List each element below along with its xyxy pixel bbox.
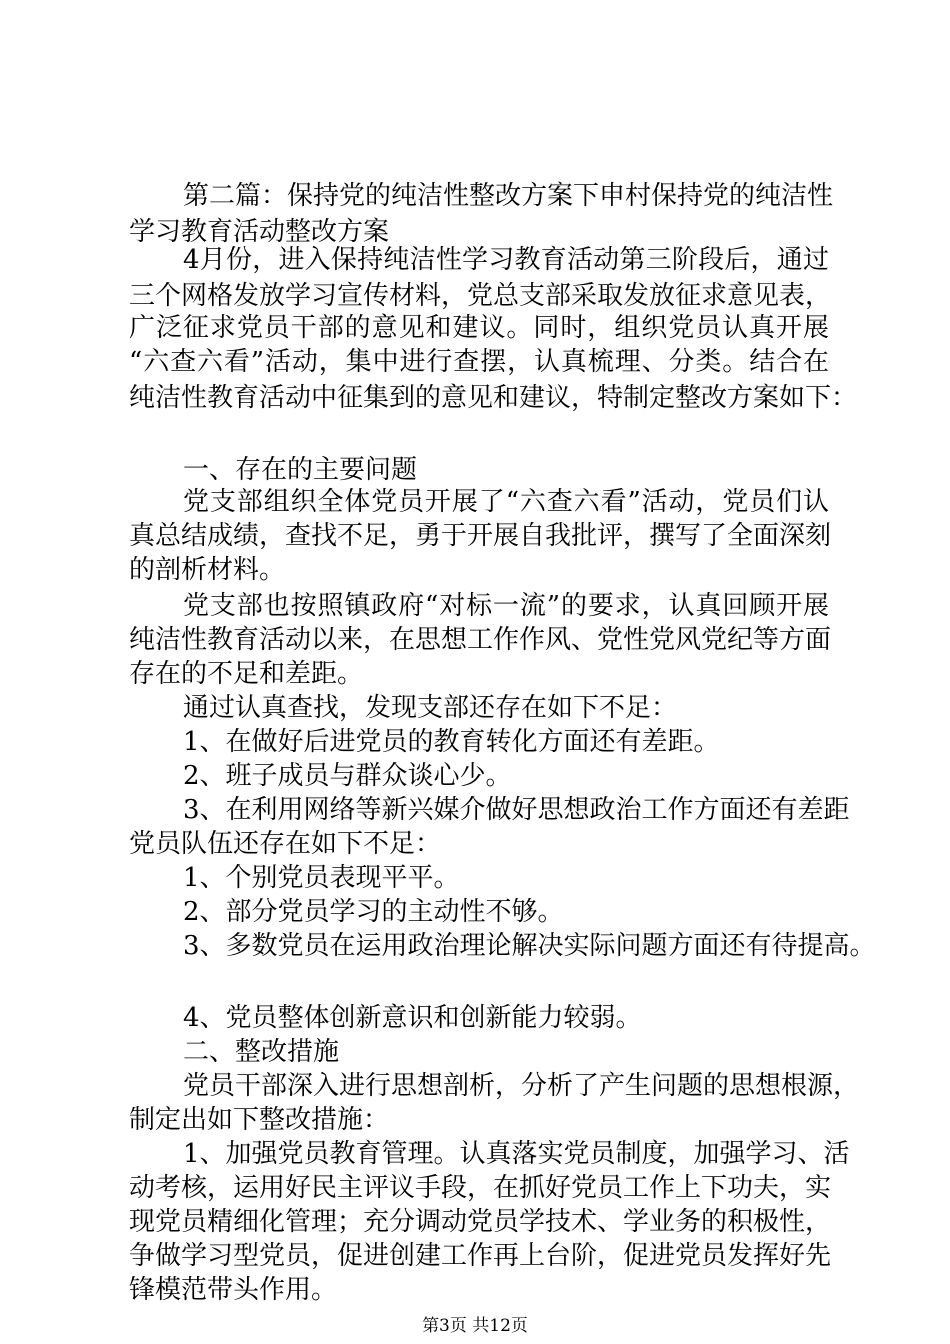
- list-item: 3、在利用网络等新兴媒介做好思想政治工作方面还有差距: [183, 795, 850, 825]
- paragraph-line: 广泛征求党员干部的意见和建议。同时，组织党员认真开展: [129, 313, 829, 343]
- paragraph-line: “六查六看”活动，集中进行查摆，认真梳理、分类。结合在: [129, 347, 829, 377]
- list-item: 1、个别党员表现平平。: [183, 863, 460, 893]
- paragraph-line: 的剖析材料。: [129, 555, 286, 585]
- paragraph-line: 三个网格发放学习宣传材料，党总支部采取发放征求意见表，: [129, 281, 832, 311]
- list-item: 1、在做好后进党员的教育转化方面还有差距。: [183, 727, 720, 757]
- paragraph-line: 通过认真查找，发现支部还存在如下不足：: [183, 693, 678, 723]
- paragraph-line: 动考核，运用好民主评议手段，在抓好党员工作上下功夫，实: [129, 1173, 832, 1203]
- paragraph-line: 存在的不足和差距。: [129, 659, 364, 689]
- paragraph-line: 党支部也按照镇政府“对标一流”的要求，认真回顾开展: [183, 591, 829, 621]
- paragraph-line: 党员干部深入进行思想剖析，分析了产生问题的思想根源，: [183, 1071, 860, 1101]
- paragraph-line: 纯洁性教育活动中征集到的意见和建议，特制定整改方案如下：: [129, 383, 858, 413]
- paragraph-line: 4月份，进入保持纯洁性学习教育活动第三阶段后，通过: [183, 245, 829, 275]
- section-heading-measures: 二、整改措施: [183, 1037, 340, 1067]
- section-heading-problems: 一、存在的主要问题: [183, 455, 418, 485]
- paragraph-line: 党支部组织全体党员开展了“六查六看”活动，党员们认: [183, 487, 829, 517]
- paragraph-line: 纯洁性教育活动以来，在思想工作作风、党性党风党纪等方面: [129, 625, 832, 655]
- page-number: 第3页 共12页: [422, 1316, 528, 1336]
- list-item: 2、班子成员与群众谈心少。: [183, 761, 512, 791]
- list-item: 3、多数党员在运用政治理论解决实际问题方面还有待提高。: [183, 931, 876, 961]
- list-item: 2、部分党员学习的主动性不够。: [183, 897, 564, 927]
- title-line-2: 学习教育活动整改方案: [129, 217, 390, 247]
- paragraph-line: 锋模范带头作用。: [129, 1275, 338, 1305]
- paragraph-line: 党员队伍还存在如下不足：: [129, 829, 442, 859]
- list-item: 4、党员整体创新意识和创新能力较弱。: [183, 1003, 642, 1033]
- paragraph-line: 争做学习型党员，促进创建工作再上台阶，促进党员发挥好先: [129, 1241, 832, 1271]
- paragraph-line: 真总结成绩，查找不足，勇于开展自我批评，撰写了全面深刻: [129, 521, 832, 551]
- list-item: 1、加强党员教育管理。认真落实党员制度，加强学习、活: [183, 1139, 850, 1169]
- title-line-1: 第二篇：保持党的纯洁性整改方案下申村保持党的纯洁性: [183, 181, 834, 211]
- paragraph-line: 制定出如下整改措施：: [129, 1105, 390, 1135]
- paragraph-line: 现党员精细化管理；充分调动党员学技术、学业务的积极性，: [129, 1207, 832, 1237]
